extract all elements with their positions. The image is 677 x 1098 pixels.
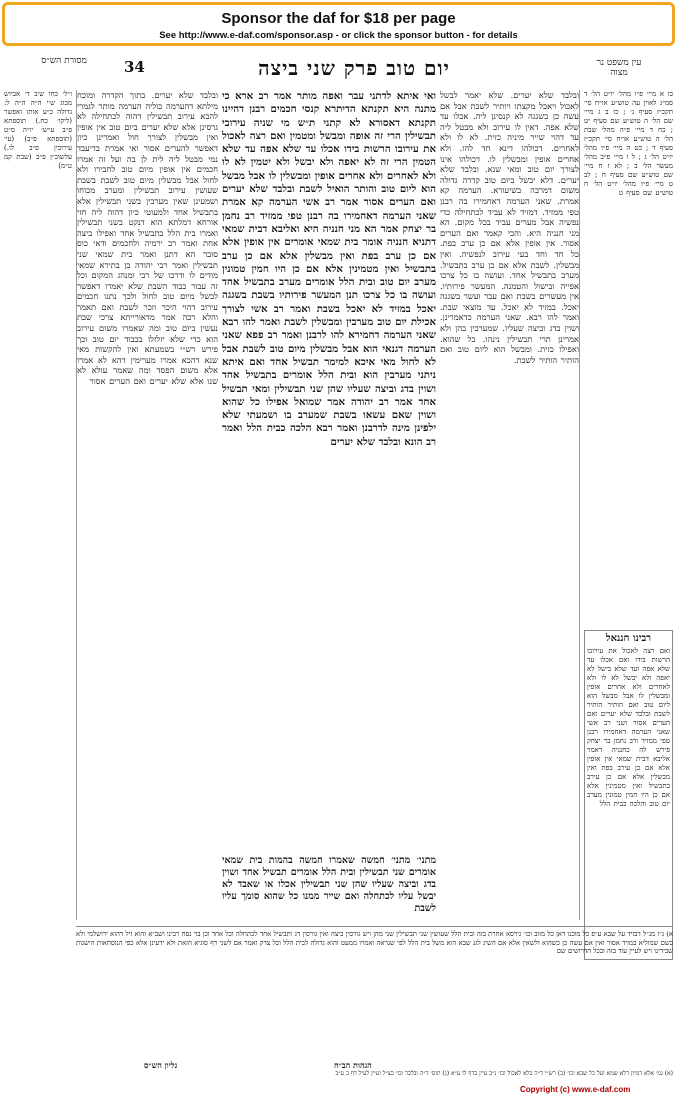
gemara-column: ואי איתא לדתני עבר ואפה מותר אמר רב ארא כי מתנה היא תקנתא הדיתרא קנסי חכמים רבנן דהיינו תקנתא דאסורא לא קתני ת״ש מי שניה עירובי תבשילין הרי זה אופה ומבשל ומטמין ואם רצה לאכול את עירובו הרשות בידו אכלו עד שלא אפה עד שלא הטמין הרי זה לא יאפה ולא יבשל ולא יטמין לא לו ולא לאחרים ולא אחרים אופין ומבשלין לו אבל מבשל הוא ליום טוב והותר הואיל לשבת ובלבד שלא יערים ואם הערים אסור אמר רב אשי הערמה קא אמרת שאני הערמה דאחמירו בה רבנן טפי ממזיד רב נחמן בר יצחק אמר הא מני חנניה היא ואליבא דבית שמאי דתניא חנניה אומר בית שמאי אומרים אין אופין אלא אם כן ערב בפת ואין מבשלין אלא אם כן ערב בתבשיל ואין מטמינין אלא אם כן היו חמין טמונין מערב יום טוב ובית הלל אומרים מערב בתבשיל אחד ועושה בו כל צרכו תנן המעשר פירותיו בשבת בשגגה יאכל במזיד לא יאכל בשבת ואמר רב אשי לצורך אכילת יום טוב מערבין ומבשלין לשבת ואמר להו רבא שאני הערמה דחמירא להו לרבנן ואמר רב פפא שאני הערמה דגנאי הוא אבל מבשלין מיום טוב לשבת אבל לא לחול מאי איכא למימר תבשיל אחד ואם איתא ניתני מערבין הוא ובית הלל אומרים בתבשיל אחד ושוין בדג וביצה שעליו שהן שני תבשילין ומאי תבשיל אחד אמר רב יהודה אמר שמואל אפילו כל שהוא ושוין שאם עשאו בשבת שמערב בו ושמעתי שלא ילפינן מינה לדרבנן ואמר רבא הלכה כבית הלל ואמר רב הונא ובלבד שלא יערים	[222, 90, 436, 448]
running-head: יום טוב פרק שני ביצה	[258, 56, 450, 80]
sponsor-banner[interactable]	[2, 2, 675, 46]
bottom-commentary: א) ג״ז מנ״ל דבזיד על שבא ע״פ כל מוכנו דאן כל מזוב וכו׳ גירסא אחרת בזה ובית הלל שעושין שני תבשילין שני מהן ויש גורסין ביצה ואין גורסין דג ותבשיל אחד לכתחלה וכל אחד וכן בר נסח רבינו ושב״א והוא זיל דהוא ירושלמי ולא כשם שמוליא במזיד אסור ואין אם עשה כן כשהוא ולשאין אלא אם השיג לגג שבא הוא משל בית הלל לפי שנראה ואמרו ממעט והוא גדולה לבית הלל וכל צדק ואמר אם לשני דף סוגיא הזאת ולא ידעינן אלא כפי הנוסחאות הישנות שבידינו ויש לעיין עוד בזה ובכל הדרושים שם	[76, 926, 673, 1056]
ein-mishpat-label: עין משפט נר מצוה	[596, 58, 642, 79]
sponsor-link[interactable]: See http://www.e-daf.com/sponsor.asp - or click the sponsor button - for details	[159, 30, 518, 41]
tosafot-column: ובלבד שלא יערים. בתוך הקדרה ומוכח מילתא דהערמה כוליה הערמה מותר לגמרי להבא עירוב תבשילין דהוה לכתחילה לא גרסינן אלא שלא יערים ביום טוב אין אופין ואין מבשלין לצורך חול ואמרינן כיון דאפשר להערים אסור ואי אמרת בדיעבד נמי מבטל ליה לית לן בה ועל זה אמרו חכמים אין אופין מיום טוב לחבירו ולא לחול אבל מבשלין מיום טוב לשבת בשבת שעושין עירוב תבשילין ומערב מכוחו ושמעינן שאין מערבין בשני תבשילין אלא בתבשיל אחד ולמעוטי כיון דהוה ליה חזי אורחא דמלתא הוא דנקט בשני תבשילין ואמרו בית הלל בתבשיל אחד ואפילו ביצה אחת ואמר רב ירמיה ולחכמים ודאי כוס סובר הא דתנן ואמר בית שמאי שני תבשילין ואמר רבי יהודה בן בתירא שמאי מודים לו ודרכו של רבי ומנהג המקום וכל זה עבור כבוד השבת שלא יאמרו דאפשר לבשל מיום טוב לחול ולכך נתנו חכמים עירוב דהוי היכר וזכר לשבת ואם תאמר והלא רבה אמר מדאורייתא צרכי שבת נעשין ביום טוב ומה שאמרו משום עירוב הוא כדי שלא יזלזלו בכבוד יום טוב וכך פירש רש״י בשמעתא ואין להקשות מאי שנא דהכא אמרו מערימין דהא לא אמרו אלא משום הפסד ומה שאמר עולא לא שנו אלא שלא יערים ואם הערים אסור	[76, 90, 218, 920]
hagahot-habach-title: הגהות הב״ח	[334, 1060, 372, 1070]
sponsor-title[interactable]: Sponsor the daf for $18 per page	[221, 10, 456, 27]
footnotes: (א) גמ׳ אלא דמיון דלא שמא ועל כל שבא וכו׳ (ב) רש״י ד״ה בלא לאכול וכו׳ נ״ב עיין בדף לו ע״א (ג) תוס׳ ד״ה ובלבד וכו׳ כצ״ל ועיין לעיל דף ב ע״ב	[335, 1070, 673, 1077]
rabbenu-chananel-box	[584, 630, 673, 960]
page-header	[4, 54, 673, 84]
mishna-section: מתני׳ מתני׳ חמשה שאמרו חמשה בהמות בית שמאי אומרים שני תבשילין ובית הלל אומרים תבשיל אחד ושוין בדג וביצה שעליו שהן שני תבשילין אכלו או שאבד לא יבשל עליו לכתחלה ואם שייר ממנו כל שהוא סומך עליו לשבת	[222, 855, 436, 914]
gilyon-hashas-title: גליון הש״ס	[144, 1060, 178, 1070]
rabbenu-chananel-title: רבינו חננאל	[605, 633, 652, 644]
masoret-hashas-label: מסורת הש״ס	[41, 56, 87, 66]
rashi-column: ובלבד שלא יערים. שלא יאמר לבשל לאכול ויאכל מקצתו ויותיר לשבת אבל אם עשה כן בשגגה לא קנסינן ליה. אכלו עד שלא אפה. דאין לו עירוב ולא מבטל ליה עד דהוי שייר מיניה כזית. לא לו ולא לאחרים. דכולהו דינא חד להו. ולא אחרים אופין ומבשלין לו. דכולהו אינו לצורך יום טוב ומאי שנא. ובלבד שלא יערים. דלא יבשל ביום טוב קדרה גדולה משום דמרבה בשיעורא. הערמה קא אמרת. שאני הערמה דאחמירו בה רבנן טפי ממזיד. דמזיד לא עביד לכתחילה כדי נפשיה אבל מערים עביד בכל מקום. הא מני חנניה היא. והכי קאמר ואם הערים אסור. אין אופין אלא אם כן ערב בפת. כל חד וחד בעי עירוב לנפשיה. ואין מבשלין. לשבת אלא אם כן ערב בתבשיל. מערב בתבשיל אחד. ועושה בו כל צרכו אפייה ובישול והטמנה. המעשר פירותיו. אין מעשרים בשבת ואם עבר ועשר בשגגה יאכל. במזיד לא יאכל. עד מוצאי שבת. ואמר להו רבא. שאני הערמה כדאמרינן. ושוין בדג וביצה שעליו. שמערבין בהן ולא אמרינן תרי תבשילין נינהו. כל שהוא. ואפילו כזית. ומבשל הוא ליום טוב ואם הותיר הותיר לשבת.	[440, 90, 580, 920]
copyright-notice[interactable]: Copyright (c) www.e-daf.com	[520, 1085, 631, 1094]
folio-number: 34	[124, 58, 145, 76]
ein-mishpat-column: כו א מיי׳ פ״ו מהל׳ יו״ט הל׳ ד סמ״ג לאוין עה טוש״ע או״ח סי׳ תקכ״ז סעיף ג׳ ; כז ב ג מיי׳ שם הל׳ ה טוש״ע שם סעיף יט ; כח ד מיי׳ פ״ה מהל׳ שבת הל׳ ה טוש״ע או״ח סי׳ תקכ״ז סעיף ד ; כט ה מיי׳ פ״ו מהל׳ יו״ט הל׳ ג ; ל ו מיי׳ פ״ב מהל׳ מעשר הל׳ ב ; לא ז ח מיי׳ שם טוש״ע שם סעיף ח ; לב ט מיי׳ פ״ו מהל׳ יו״ט הל׳ ח טוש״ע שם סעיף ט	[584, 90, 673, 197]
masoret-hashas-column: ו״ל׳ כחו ש׳ב ד׳ אביוש מבוג ש׳י ה״ה ה״ה ל: גדולה כ״ע אותו ואפשר (ליקו׳ כח.) תוספתא פ״ב ע״ש׳ יו״ה ס״ט (תוספתא פ״ב) (עי׳ עירובין פ״ב לו.) עלשוכ״ן פ״ב (שבת קמ ט״מ)	[4, 90, 72, 170]
rabbenu-chananel-text: ואם רצה לאכול את עירובו הרשות בידו ואם אכלו עד שלא אפה ועד שלא בישל לא יאפה ולא יבשל לא לו ולא לאחרים ולא אחרים אופין ומבשלין לו אבל מבשל הוא ליום טוב ואם הותיר הותיר לשבת ובלבד שלא יערים ואם הערים אסור ושני רב אשי שאני הערמה דאחמירו רבנן טפי ממזיד ורב נחמן בר יצחק פירש לה כחנניה דאמר אליבא דבית שמאי אין אופין אלא אם כן עירב בפת ואין מבשלין אלא אם כן עירב בתבשיל ואין מטמינין אלא אם כן היו חמין טמונין מערב יום טוב והלכה כבית הלל	[587, 647, 670, 808]
talmud-page	[4, 50, 673, 1082]
